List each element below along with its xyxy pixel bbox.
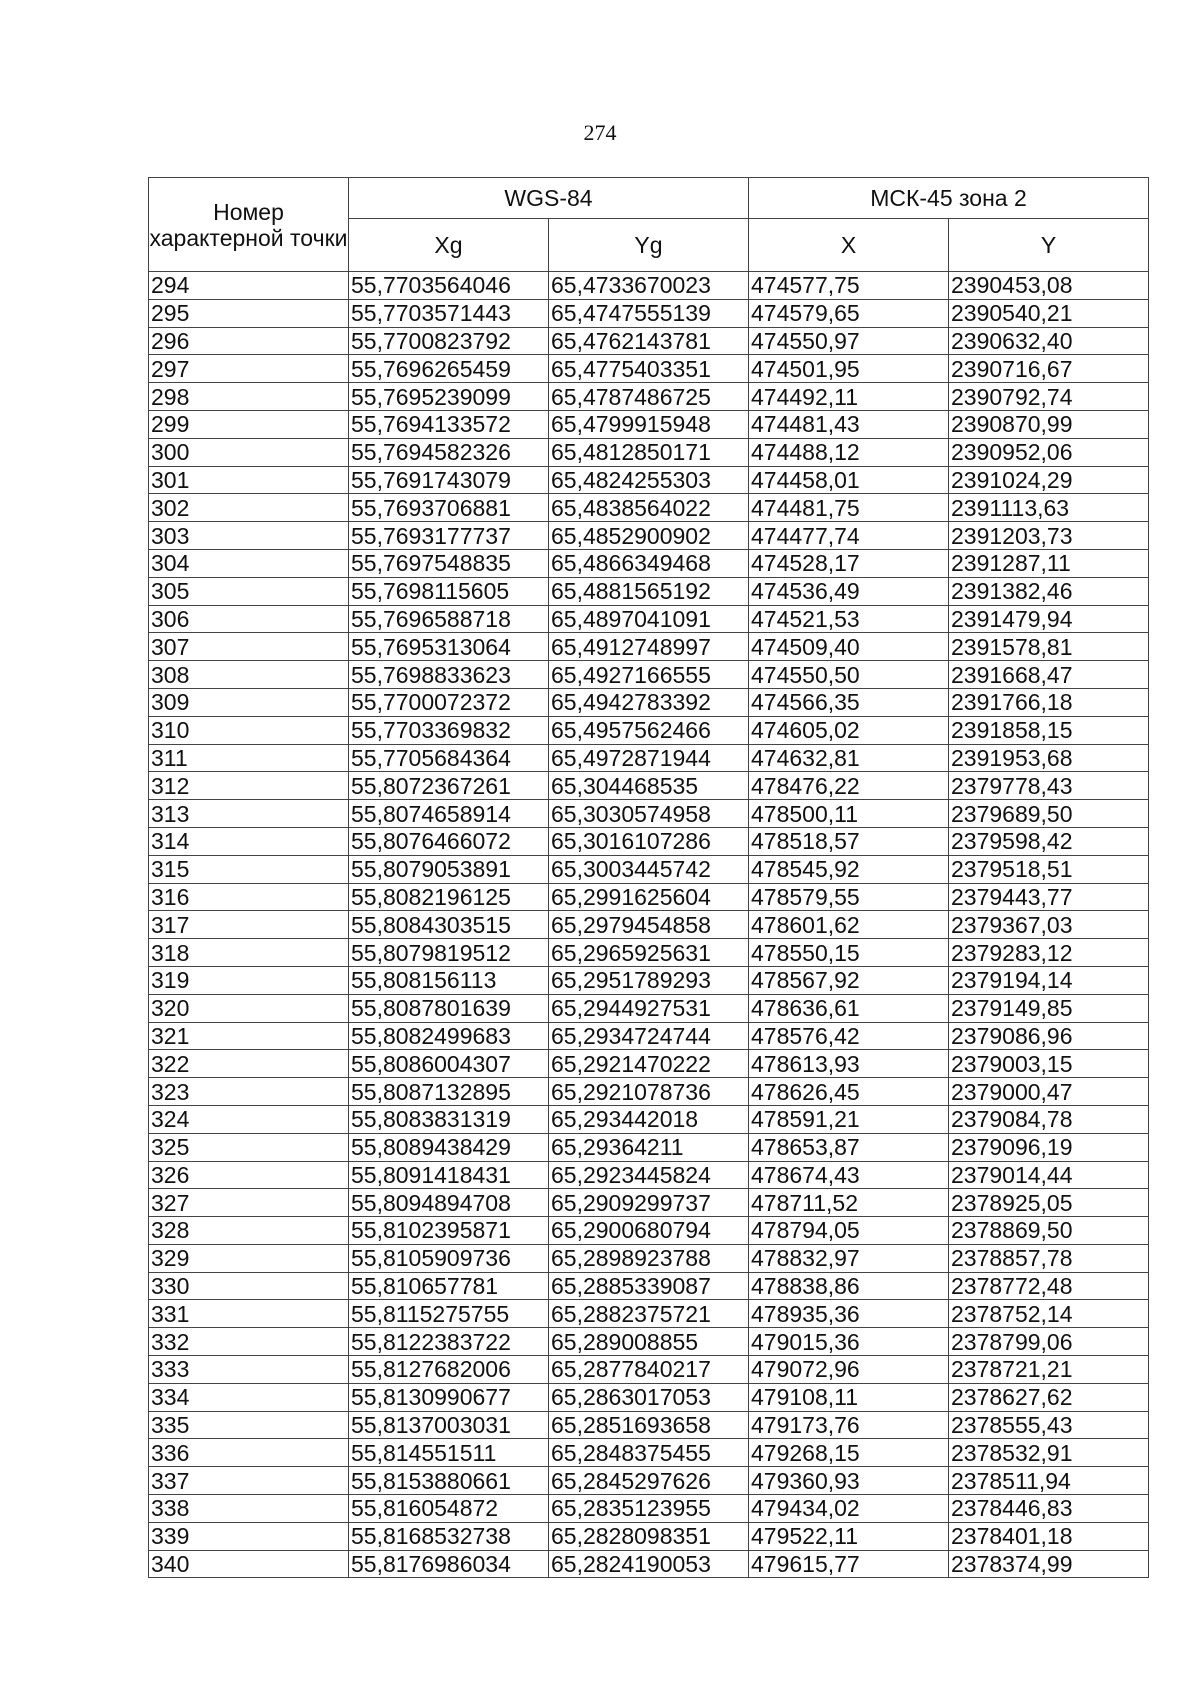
table-row: [149, 1495, 1149, 1523]
point-number-cell: 295: [149, 299, 349, 327]
yg-cell: 65,2923445824: [549, 1161, 749, 1189]
y-cell: 2379003,15: [949, 1050, 1149, 1078]
y-cell: 2379689,50: [949, 800, 1149, 828]
yg-cell: 65,4897041091: [549, 605, 749, 633]
y-cell: 2379443,77: [949, 883, 1149, 911]
x-cell: 474509,40: [749, 633, 949, 661]
xg-cell: 55,7697548835: [349, 549, 549, 577]
x-cell: 479173,76: [749, 1411, 949, 1439]
y-cell: 2391382,46: [949, 577, 1149, 605]
point-number-header: Номер характерной точки: [149, 178, 349, 272]
point-number-cell: 294: [149, 272, 349, 300]
table-header: [149, 178, 1149, 272]
y-cell: 2378799,06: [949, 1328, 1149, 1356]
yg-cell: 65,4942783392: [549, 688, 749, 716]
x-cell: 478567,92: [749, 966, 949, 994]
table-row: [149, 688, 1149, 716]
xg-cell: 55,8074658914: [349, 800, 549, 828]
table-row: [149, 1356, 1149, 1384]
yg-cell: 65,4866349468: [549, 549, 749, 577]
yg-cell: 65,4733670023: [549, 272, 749, 300]
x-cell: 478674,43: [749, 1161, 949, 1189]
yg-cell: 65,29364211: [549, 1133, 749, 1161]
yg-cell: 65,3003445742: [549, 855, 749, 883]
xg-cell: 55,7703564046: [349, 272, 549, 300]
x-cell: 478636,61: [749, 994, 949, 1022]
y-cell: 2390716,67: [949, 355, 1149, 383]
y-cell: 2378627,62: [949, 1383, 1149, 1411]
x-cell: 474550,50: [749, 661, 949, 689]
xg-cell: 55,8087132895: [349, 1078, 549, 1106]
y-cell: 2379000,47: [949, 1078, 1149, 1106]
point-number-cell: 340: [149, 1550, 349, 1578]
x-cell: 478601,62: [749, 911, 949, 939]
table-row: [149, 1078, 1149, 1106]
xg-cell: 55,7695239099: [349, 383, 549, 411]
y-cell: 2378401,18: [949, 1522, 1149, 1550]
xg-cell: 55,816054872: [349, 1495, 549, 1523]
coordinates-table: [148, 177, 1149, 1578]
yg-cell: 65,2848375455: [549, 1439, 749, 1467]
yg-cell: 65,2835123955: [549, 1495, 749, 1523]
x-cell: 478476,22: [749, 772, 949, 800]
y-cell: 2391479,94: [949, 605, 1149, 633]
x-cell: 474492,11: [749, 383, 949, 411]
point-number-cell: 323: [149, 1078, 349, 1106]
x-cell: 474458,01: [749, 466, 949, 494]
page-number: 274: [583, 120, 617, 145]
table-row: [149, 827, 1149, 855]
y-cell: 2391113,63: [949, 494, 1149, 522]
x-cell: 478500,11: [749, 800, 949, 828]
xg-cell: 55,810657781: [349, 1272, 549, 1300]
y-cell: 2379084,78: [949, 1105, 1149, 1133]
x-cell: 479522,11: [749, 1522, 949, 1550]
table-row: [149, 1133, 1149, 1161]
table-row: [149, 272, 1149, 300]
wgs84-group-header: WGS-84: [349, 178, 749, 219]
xg-cell: 55,7703571443: [349, 299, 549, 327]
xg-cell: 55,7695313064: [349, 633, 549, 661]
point-number-cell: 305: [149, 577, 349, 605]
x-cell: 478550,15: [749, 939, 949, 967]
point-number-cell: 327: [149, 1189, 349, 1217]
yg-cell: 65,2845297626: [549, 1467, 749, 1495]
table-row: [149, 800, 1149, 828]
point-number-cell: 300: [149, 438, 349, 466]
point-number-cell: 338: [149, 1495, 349, 1523]
point-number-cell: 296: [149, 327, 349, 355]
y-cell: 2378446,83: [949, 1495, 1149, 1523]
yg-cell: 65,4775403351: [549, 355, 749, 383]
xg-cell: 55,8127682006: [349, 1356, 549, 1384]
x-cell: 478832,97: [749, 1244, 949, 1272]
xg-cell: 55,8115275755: [349, 1300, 549, 1328]
xg-cell: 55,8084303515: [349, 911, 549, 939]
x-cell: 478545,92: [749, 855, 949, 883]
table-row: [149, 1550, 1149, 1578]
xg-cell: 55,7691743079: [349, 466, 549, 494]
x-cell: 474550,97: [749, 327, 949, 355]
point-number-cell: 309: [149, 688, 349, 716]
x-cell: 478579,55: [749, 883, 949, 911]
yg-cell: 65,2921470222: [549, 1050, 749, 1078]
x-cell: 474579,65: [749, 299, 949, 327]
y-cell: 2379367,03: [949, 911, 1149, 939]
x-cell: 478794,05: [749, 1217, 949, 1245]
xg-cell: 55,7694582326: [349, 438, 549, 466]
table-row: [149, 1328, 1149, 1356]
point-number-cell: 329: [149, 1244, 349, 1272]
xg-cell: 55,8102395871: [349, 1217, 549, 1245]
table-row: [149, 383, 1149, 411]
y-cell: 2379283,12: [949, 939, 1149, 967]
yg-cell: 65,4787486725: [549, 383, 749, 411]
y-cell: 2379778,43: [949, 772, 1149, 800]
yg-cell: 65,3016107286: [549, 827, 749, 855]
x-cell: 474605,02: [749, 716, 949, 744]
xg-cell: 55,8137003031: [349, 1411, 549, 1439]
yg-cell: 65,2979454858: [549, 911, 749, 939]
x-cell: 478518,57: [749, 827, 949, 855]
point-number-cell: 332: [149, 1328, 349, 1356]
y-cell: 2390792,74: [949, 383, 1149, 411]
xg-cell: 55,7705684364: [349, 744, 549, 772]
y-cell: 2391024,29: [949, 466, 1149, 494]
table-row: [149, 605, 1149, 633]
x-cell: 474536,49: [749, 577, 949, 605]
table-row: [149, 855, 1149, 883]
y-cell: 2378752,14: [949, 1300, 1149, 1328]
y-cell: 2378721,21: [949, 1356, 1149, 1384]
table-row: [149, 1439, 1149, 1467]
point-number-cell: 335: [149, 1411, 349, 1439]
xg-cell: 55,8076466072: [349, 827, 549, 855]
table-row: [149, 1272, 1149, 1300]
y-cell: 2379598,42: [949, 827, 1149, 855]
yg-cell: 65,2944927531: [549, 994, 749, 1022]
point-number-cell: 308: [149, 661, 349, 689]
yg-cell: 65,293442018: [549, 1105, 749, 1133]
y-cell: 2378925,05: [949, 1189, 1149, 1217]
table-row: [149, 1217, 1149, 1245]
y-cell: 2379194,14: [949, 966, 1149, 994]
yg-cell: 65,4957562466: [549, 716, 749, 744]
xg-cell: 55,7698833623: [349, 661, 549, 689]
y-cell: 2378532,91: [949, 1439, 1149, 1467]
table-row: [149, 1022, 1149, 1050]
point-number-cell: 334: [149, 1383, 349, 1411]
yg-header: Yg: [549, 219, 749, 272]
table-row: [149, 1411, 1149, 1439]
table-row: [149, 355, 1149, 383]
yg-cell: 65,2991625604: [549, 883, 749, 911]
yg-cell: 65,289008855: [549, 1328, 749, 1356]
y-cell: 2379149,85: [949, 994, 1149, 1022]
point-number-cell: 310: [149, 716, 349, 744]
xg-cell: 55,7694133572: [349, 410, 549, 438]
yg-cell: 65,2898923788: [549, 1244, 749, 1272]
y-cell: 2391578,81: [949, 633, 1149, 661]
xg-cell: 55,7703369832: [349, 716, 549, 744]
x-cell: 479268,15: [749, 1439, 949, 1467]
y-cell: 2390952,06: [949, 438, 1149, 466]
point-number-cell: 315: [149, 855, 349, 883]
table-row: [149, 772, 1149, 800]
yg-cell: 65,2900680794: [549, 1217, 749, 1245]
x-cell: 478576,42: [749, 1022, 949, 1050]
point-number-cell: 330: [149, 1272, 349, 1300]
table-row: [149, 438, 1149, 466]
point-number-cell: 297: [149, 355, 349, 383]
xg-cell: 55,8082196125: [349, 883, 549, 911]
point-number-cell: 337: [149, 1467, 349, 1495]
yg-cell: 65,2863017053: [549, 1383, 749, 1411]
xg-cell: 55,8122383722: [349, 1328, 549, 1356]
table-body: [149, 272, 1149, 1578]
x-cell: 474528,17: [749, 549, 949, 577]
xg-cell: 55,8079053891: [349, 855, 549, 883]
yg-cell: 65,4852900902: [549, 522, 749, 550]
table-row: [149, 716, 1149, 744]
yg-cell: 65,2921078736: [549, 1078, 749, 1106]
point-number-cell: 299: [149, 410, 349, 438]
y-cell: 2390540,21: [949, 299, 1149, 327]
table-row: [149, 633, 1149, 661]
y-cell: 2390870,99: [949, 410, 1149, 438]
xg-cell: 55,8176986034: [349, 1550, 549, 1578]
table-row: [149, 577, 1149, 605]
x-cell: 478653,87: [749, 1133, 949, 1161]
y-header: Y: [949, 219, 1149, 272]
xg-cell: 55,8087801639: [349, 994, 549, 1022]
xg-cell: 55,8089438429: [349, 1133, 549, 1161]
x-cell: 478613,93: [749, 1050, 949, 1078]
yg-cell: 65,4824255303: [549, 466, 749, 494]
yg-cell: 65,2882375721: [549, 1300, 749, 1328]
point-number-cell: 333: [149, 1356, 349, 1384]
y-cell: 2378511,94: [949, 1467, 1149, 1495]
point-number-cell: 313: [149, 800, 349, 828]
yg-cell: 65,2934724744: [549, 1022, 749, 1050]
y-cell: 2390632,40: [949, 327, 1149, 355]
table-row: [149, 494, 1149, 522]
xg-cell: 55,8072367261: [349, 772, 549, 800]
x-cell: 474501,95: [749, 355, 949, 383]
x-cell: 474566,35: [749, 688, 949, 716]
point-number-cell: 339: [149, 1522, 349, 1550]
xg-cell: 55,7700072372: [349, 688, 549, 716]
point-number-cell: 328: [149, 1217, 349, 1245]
yg-cell: 65,2877840217: [549, 1356, 749, 1384]
xg-cell: 55,8168532738: [349, 1522, 549, 1550]
table-row: [149, 744, 1149, 772]
xg-cell: 55,7700823792: [349, 327, 549, 355]
point-number-cell: 312: [149, 772, 349, 800]
table-row: [149, 939, 1149, 967]
xg-cell: 55,8153880661: [349, 1467, 549, 1495]
y-cell: 2379518,51: [949, 855, 1149, 883]
x-cell: 474521,53: [749, 605, 949, 633]
point-number-cell: 326: [149, 1161, 349, 1189]
yg-cell: 65,4927166555: [549, 661, 749, 689]
x-cell: 479108,11: [749, 1383, 949, 1411]
y-cell: 2378869,50: [949, 1217, 1149, 1245]
yg-cell: 65,4747555139: [549, 299, 749, 327]
xg-cell: 55,7696265459: [349, 355, 549, 383]
table-row: [149, 466, 1149, 494]
table-row: [149, 1189, 1149, 1217]
table-row: [149, 883, 1149, 911]
y-cell: 2379096,19: [949, 1133, 1149, 1161]
point-number-cell: 324: [149, 1105, 349, 1133]
xg-cell: 55,8082499683: [349, 1022, 549, 1050]
x-cell: 474488,12: [749, 438, 949, 466]
x-cell: 479615,77: [749, 1550, 949, 1578]
xg-cell: 55,8086004307: [349, 1050, 549, 1078]
xg-cell: 55,8094894708: [349, 1189, 549, 1217]
y-cell: 2391858,15: [949, 716, 1149, 744]
table-row: [149, 549, 1149, 577]
table-row: [149, 1522, 1149, 1550]
xg-cell: 55,8105909736: [349, 1244, 549, 1272]
yg-cell: 65,4881565192: [549, 577, 749, 605]
y-cell: 2378857,78: [949, 1244, 1149, 1272]
y-cell: 2379014,44: [949, 1161, 1149, 1189]
point-number-cell: 304: [149, 549, 349, 577]
xg-cell: 55,7696588718: [349, 605, 549, 633]
x-cell: 474481,43: [749, 410, 949, 438]
point-number-cell: 319: [149, 966, 349, 994]
y-cell: 2391953,68: [949, 744, 1149, 772]
yg-cell: 65,304468535: [549, 772, 749, 800]
x-cell: 478838,86: [749, 1272, 949, 1300]
table-row: [149, 966, 1149, 994]
y-cell: 2378772,48: [949, 1272, 1149, 1300]
msk45-group-header: МСК-45 зона 2: [749, 178, 1149, 219]
x-cell: 474577,75: [749, 272, 949, 300]
table-row: [149, 1244, 1149, 1272]
table-row: [149, 1161, 1149, 1189]
yg-cell: 65,4762143781: [549, 327, 749, 355]
x-header: X: [749, 219, 949, 272]
point-number-cell: 306: [149, 605, 349, 633]
xg-cell: 55,8130990677: [349, 1383, 549, 1411]
y-cell: 2378374,99: [949, 1550, 1149, 1578]
point-number-cell: 322: [149, 1050, 349, 1078]
x-cell: 474632,81: [749, 744, 949, 772]
point-number-cell: 314: [149, 827, 349, 855]
table-row: [149, 994, 1149, 1022]
xg-cell: 55,814551511: [349, 1439, 549, 1467]
point-number-cell: 311: [149, 744, 349, 772]
point-number-cell: 331: [149, 1300, 349, 1328]
point-number-cell: 317: [149, 911, 349, 939]
point-number-cell: 301: [149, 466, 349, 494]
xg-cell: 55,808156113: [349, 966, 549, 994]
xg-cell: 55,7693706881: [349, 494, 549, 522]
table-row: [149, 1383, 1149, 1411]
x-cell: 478711,52: [749, 1189, 949, 1217]
xg-header: Xg: [349, 219, 549, 272]
table-row: [149, 661, 1149, 689]
x-cell: 479015,36: [749, 1328, 949, 1356]
y-cell: 2391287,11: [949, 549, 1149, 577]
y-cell: 2378555,43: [949, 1411, 1149, 1439]
point-number-cell: 302: [149, 494, 349, 522]
point-number-cell: 320: [149, 994, 349, 1022]
xg-cell: 55,7698115605: [349, 577, 549, 605]
yg-cell: 65,4799915948: [549, 410, 749, 438]
y-cell: 2379086,96: [949, 1022, 1149, 1050]
point-number-cell: 336: [149, 1439, 349, 1467]
x-cell: 479434,02: [749, 1495, 949, 1523]
xg-cell: 55,8079819512: [349, 939, 549, 967]
table-row: [149, 1050, 1149, 1078]
point-number-cell: 303: [149, 522, 349, 550]
yg-cell: 65,2851693658: [549, 1411, 749, 1439]
x-cell: 474481,75: [749, 494, 949, 522]
xg-cell: 55,8091418431: [349, 1161, 549, 1189]
x-cell: 474477,74: [749, 522, 949, 550]
yg-cell: 65,3030574958: [549, 800, 749, 828]
table-row: [149, 522, 1149, 550]
yg-cell: 65,4972871944: [549, 744, 749, 772]
xg-cell: 55,8083831319: [349, 1105, 549, 1133]
x-cell: 479072,96: [749, 1356, 949, 1384]
point-number-cell: 325: [149, 1133, 349, 1161]
yg-cell: 65,2909299737: [549, 1189, 749, 1217]
y-cell: 2391668,47: [949, 661, 1149, 689]
y-cell: 2391203,73: [949, 522, 1149, 550]
y-cell: 2390453,08: [949, 272, 1149, 300]
point-number-cell: 298: [149, 383, 349, 411]
x-cell: 478935,36: [749, 1300, 949, 1328]
table-row: [149, 327, 1149, 355]
yg-cell: 65,2885339087: [549, 1272, 749, 1300]
yg-cell: 65,4912748997: [549, 633, 749, 661]
table-row: [149, 911, 1149, 939]
yg-cell: 65,2965925631: [549, 939, 749, 967]
xg-cell: 55,7693177737: [349, 522, 549, 550]
table-row: [149, 1105, 1149, 1133]
table-row: [149, 1300, 1149, 1328]
x-cell: 478626,45: [749, 1078, 949, 1106]
table-row: [149, 1467, 1149, 1495]
yg-cell: 65,2828098351: [549, 1522, 749, 1550]
point-number-cell: 321: [149, 1022, 349, 1050]
point-number-cell: 316: [149, 883, 349, 911]
table-row: [149, 299, 1149, 327]
yg-cell: 65,2951789293: [549, 966, 749, 994]
table-row: [149, 410, 1149, 438]
point-number-cell: 318: [149, 939, 349, 967]
x-cell: 479360,93: [749, 1467, 949, 1495]
x-cell: 478591,21: [749, 1105, 949, 1133]
yg-cell: 65,4812850171: [549, 438, 749, 466]
yg-cell: 65,2824190053: [549, 1550, 749, 1578]
yg-cell: 65,4838564022: [549, 494, 749, 522]
y-cell: 2391766,18: [949, 688, 1149, 716]
point-number-cell: 307: [149, 633, 349, 661]
